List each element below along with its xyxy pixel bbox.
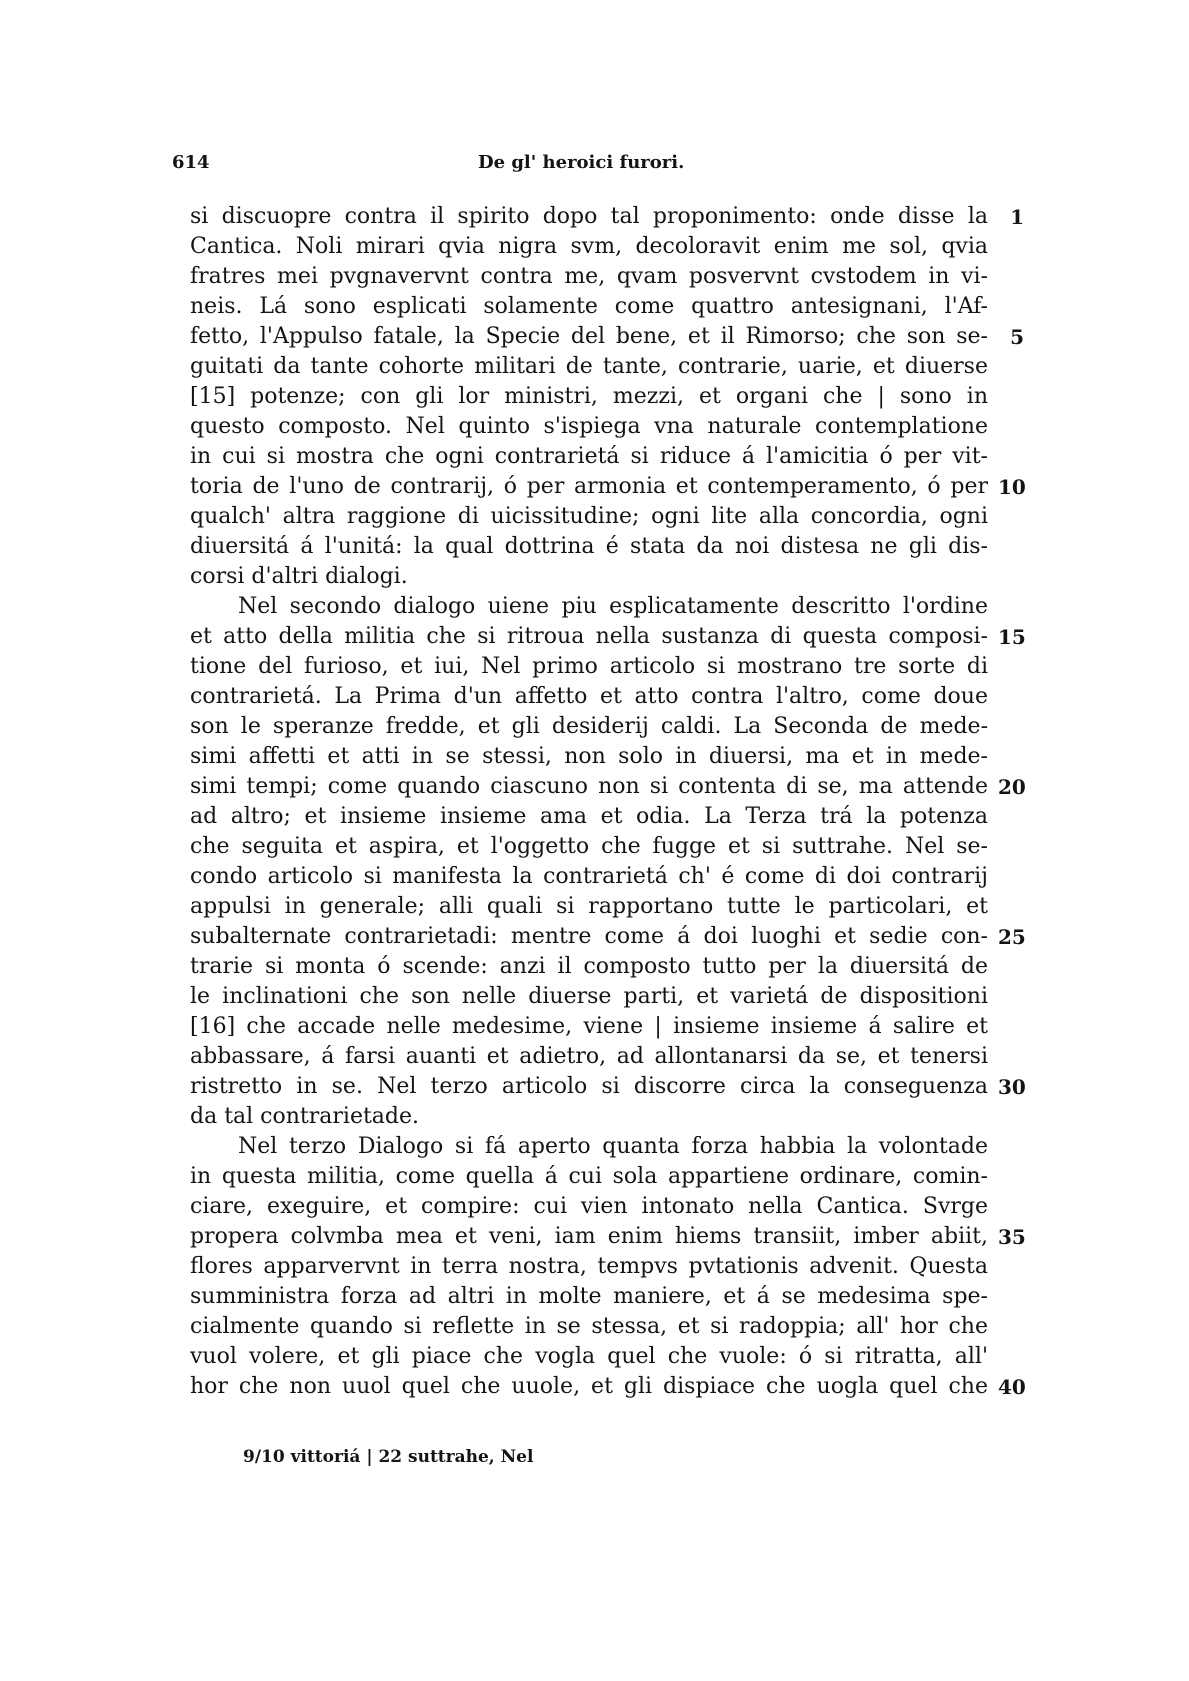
text-line [190, 1072, 1026, 1102]
text-line [190, 502, 1010, 532]
line-text: condo articolo si manifesta la contrarietá ch' é come di doi contrarij [190, 864, 988, 889]
line-text: Nel secondo dialogo uiene piu esplicatamente descritto l'ordine [238, 594, 988, 619]
text-line [190, 652, 1010, 682]
text-line [190, 382, 1010, 412]
line-text: diuersitá á l'unitá: la qual dottrina é stata da noi distesa ne gli dis- [190, 534, 988, 559]
text-line [190, 562, 1010, 592]
text-line [190, 292, 1010, 322]
text-line [190, 862, 1010, 892]
text-line [190, 262, 1010, 292]
line-text: fratres mei pvgnavervnt contra me, qvam posvervnt cvstodem in vi- [190, 264, 988, 289]
text-line [190, 232, 1010, 262]
text-line [190, 952, 1010, 982]
text-line [190, 202, 1024, 232]
line-text: da tal contrarietade. [190, 1104, 420, 1129]
line-text: vuol volere, et gli piace che vogla quel che vuole: ó si ritratta, all' [190, 1344, 988, 1369]
text-line [190, 1282, 1010, 1312]
text-line [190, 1042, 1010, 1072]
line-number: 15 [998, 625, 1026, 649]
text-line [190, 1312, 1010, 1342]
text-line [190, 1132, 1010, 1162]
text-line [190, 712, 1010, 742]
line-text: si discuopre contra il spirito dopo tal proponimento: onde disse la [190, 204, 988, 229]
line-number: 5 [1010, 325, 1024, 349]
text-line [190, 682, 1010, 712]
line-text: flores apparvervnt in terra nostra, tempvs pvtationis advenit. Questa [190, 1254, 988, 1279]
body-text [190, 202, 1026, 1402]
text-line [190, 772, 1026, 802]
line-number: 25 [998, 925, 1026, 949]
line-text: abbassare, á farsi auanti et adietro, ad allontanarsi da se, et tenersi [190, 1044, 988, 1069]
text-line [190, 1342, 1010, 1372]
line-text: Cantica. Noli mirari qvia nigra svm, decoloravit enim me sol, qvia [190, 234, 988, 259]
text-line [190, 352, 1010, 382]
line-text: propera colvmba mea et veni, iam enim hiems transiit, imber abiit, [190, 1224, 988, 1249]
line-text: simi tempi; come quando ciascuno non si contenta di se, ma attende [190, 774, 988, 799]
text-line [190, 1372, 1026, 1402]
text-line [190, 472, 1026, 502]
text-line [190, 1102, 1010, 1132]
line-text: ciare, exeguire, et compire: cui vien intonato nella Cantica. Svrge [190, 1194, 988, 1219]
text-line [190, 412, 1010, 442]
line-number: 35 [998, 1225, 1026, 1249]
line-number: 10 [998, 475, 1026, 499]
line-text: questo composto. Nel quinto s'ispiega vna naturale contemplatione [190, 414, 988, 439]
text-line [190, 922, 1026, 952]
line-text: [15] potenze; con gli lor ministri, mezzi, et organi che | sono in [190, 384, 988, 409]
text-line [190, 1012, 1010, 1042]
line-text: qualch' altra raggione di uicissitudine; ogni lite alla concordia, ogni [190, 504, 988, 529]
line-text: toria de l'uno de contrarij, ó per armonia et contemperamento, ó per [190, 474, 988, 499]
text-line [190, 532, 1010, 562]
line-text: in cui si mostra che ogni contrarietá si riduce á l'amicitia ó per vit- [190, 444, 988, 469]
line-text: tione del furioso, et iui, Nel primo articolo si mostrano tre sorte di [190, 654, 988, 679]
text-line [190, 1252, 1010, 1282]
text-line [190, 742, 1010, 772]
line-text: subalternate contrarietadi: mentre come á doi luoghi et sedie con- [190, 924, 988, 949]
line-number: 20 [998, 775, 1026, 799]
line-text: cialmente quando si reflette in se stessa, et si radoppia; all' hor che [190, 1314, 988, 1339]
line-text: et atto della militia che si ritroua nella sustanza di questa composi- [190, 624, 988, 649]
line-number: 40 [998, 1375, 1026, 1399]
line-text: le inclinationi che son nelle diuerse parti, et varietá de dispositioni [190, 984, 988, 1009]
text-line [190, 442, 1010, 472]
line-text: [16] che accade nelle medesime, viene | insieme insieme á salire et [190, 1014, 988, 1039]
line-text: son le speranze fredde, et gli desiderij caldi. La Seconda de mede- [190, 714, 988, 739]
line-text: guitati da tante cohorte militari de tante, contrarie, uarie, et diuerse [190, 354, 988, 379]
text-line [190, 802, 1010, 832]
text-line [190, 982, 1010, 1012]
line-text: corsi d'altri dialogi. [190, 564, 408, 589]
text-line [190, 1222, 1026, 1252]
line-text: che seguita et aspira, et l'oggetto che fugge et si suttrahe. Nel se- [190, 834, 988, 859]
line-text: hor che non uuol quel che uuole, et gli dispiace che uogla quel che [190, 1374, 988, 1399]
text-line [190, 592, 1010, 622]
line-text: appulsi in generale; alli quali si rapportano tutte le particolari, et [190, 894, 988, 919]
running-title: De gl' heroici furori. [478, 152, 685, 173]
line-text: neis. Lá sono esplicati solamente come quattro antesignani, l'Af- [190, 294, 988, 319]
text-line [190, 1162, 1010, 1192]
page-number: 614 [172, 152, 210, 173]
text-line [190, 1192, 1010, 1222]
line-text: simi affetti et atti in se stessi, non solo in diuersi, ma et in mede- [190, 744, 988, 769]
page-header [172, 152, 932, 176]
footnote: 9/10 vittoriá | 22 suttrahe, Nel [243, 1447, 534, 1467]
text-line [190, 832, 1010, 862]
line-number: 1 [1010, 205, 1024, 229]
line-text: ad altro; et insieme insieme ama et odia. La Terza trá la potenza [190, 804, 988, 829]
line-text: in questa militia, come quella á cui sola appartiene ordinare, comin- [190, 1164, 988, 1189]
line-number: 30 [998, 1075, 1026, 1099]
line-text: ristretto in se. Nel terzo articolo si discorre circa la conseguenza [190, 1074, 988, 1099]
text-line [190, 892, 1010, 922]
text-line [190, 322, 1024, 352]
line-text: contrarietá. La Prima d'un affetto et atto contra l'altro, come doue [190, 684, 988, 709]
line-text: Nel terzo Dialogo si fá aperto quanta forza habbia la volontade [238, 1134, 988, 1159]
line-text: fetto, l'Appulso fatale, la Specie del bene, et il Rimorso; che son se- [190, 324, 988, 349]
text-line [190, 622, 1026, 652]
line-text: trarie si monta ó scende: anzi il composto tutto per la diuersitá de [190, 954, 988, 979]
line-text: sumministra forza ad altri in molte maniere, et á se medesima spe- [190, 1284, 988, 1309]
